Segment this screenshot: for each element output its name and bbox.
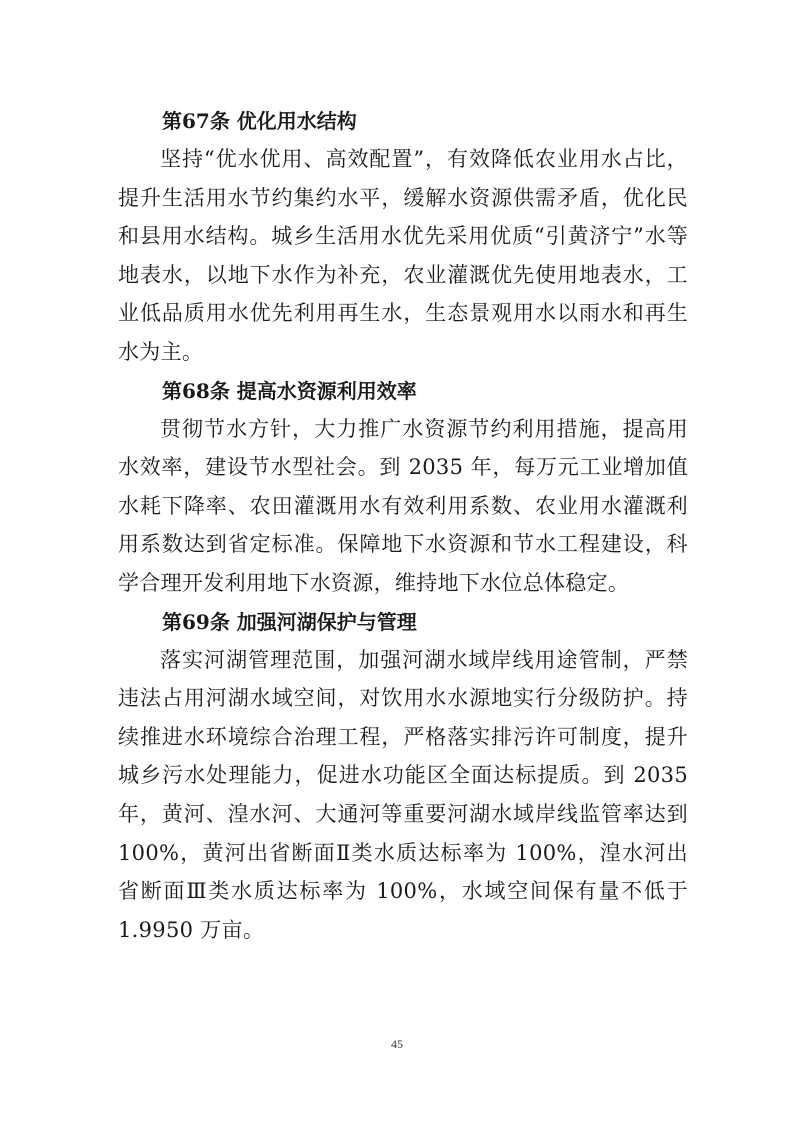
article-67 (118, 102, 688, 372)
article-paragraph: 落实河湖管理范围，加强河湖水域岸线用途管制，严禁违法占用河湖水域空间，对饮用水水源地实行分级防护。持续推进水环境综合治理工程，严格落实排污许可制度，提升城乡污水处理能力，促进水功能区全面达标提质。到 2035 年，黄河、湟水河、大通河等重要河湖水域岸线监管率达到 100%，黄河出省断面Ⅱ类水质达标率为 100%，湟水河出省断面Ⅲ类水质达标率为 100%，水域空间保有量不低于 1.9950 万亩。 (118, 647, 688, 942)
page-number: 45 (391, 1037, 403, 1051)
article-title: 第67条 优化用水结构 (162, 109, 357, 133)
document-body (118, 102, 688, 949)
article-paragraph: 贯彻节水方针，大力推广水资源节约利用措施，提高用水效率，建设节水型社会。到 2035 年，每万元工业增加值水耗下降率、农田灌溉用水有效利用系数、农业用水灌溉利用系数达到省定标准。保障地下水资源和节水工程建设，科学合理开发利用地下水资源，维持地下水位总体稳定。 (118, 416, 688, 595)
article-69 (118, 603, 688, 950)
article-paragraph: 坚持“优水优用、高效配置”，有效降低农业用水占比，提升生活用水节约集约水平，缓解水资源供需矛盾，优化民和县用水结构。城乡生活用水优先采用优质“引黄济宁”水等地表水，以地下水作为补充，农业灌溉优先使用地表水，工业低品质用水优先利用再生水，生态景观用水以雨水和再生水为主。 (118, 147, 688, 364)
article-title: 第68条 提高水资源利用效率 (162, 378, 417, 403)
article-title: 第69条 加强河湖保护与管理 (162, 609, 417, 634)
article-68 (118, 372, 688, 603)
